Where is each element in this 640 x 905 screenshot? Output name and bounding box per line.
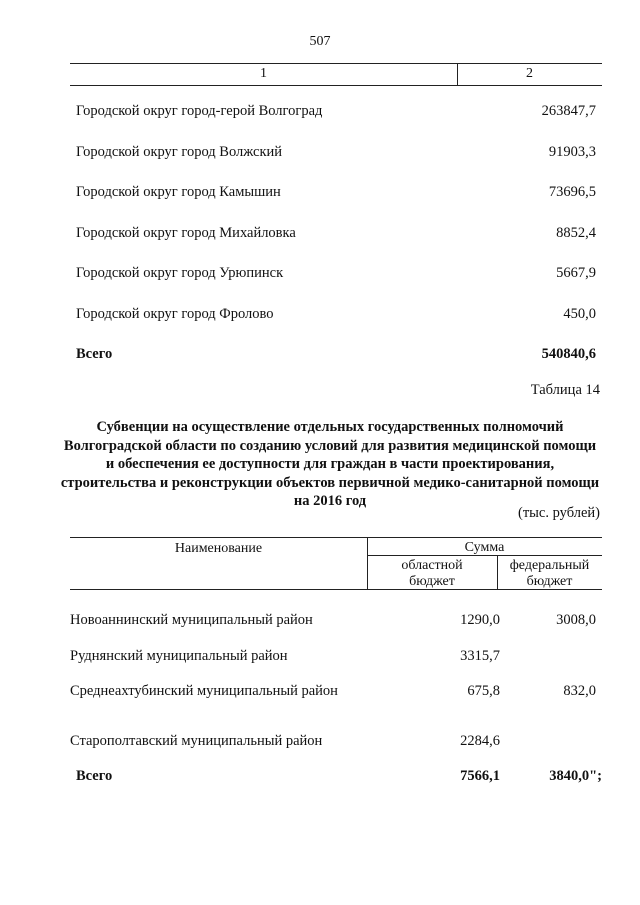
- total-label: Всего: [76, 346, 113, 362]
- row-name: Городской округ город-герой Волгоград: [76, 103, 323, 119]
- header-sum: Сумма: [464, 540, 505, 555]
- row-federal-value: 3008,0: [556, 612, 596, 628]
- row-value: 73696,5: [548, 184, 596, 200]
- row-value: 5667,9: [556, 265, 596, 281]
- table13-top-rule: [70, 63, 602, 64]
- row-name: Старополтавский муниципальный район: [70, 733, 323, 749]
- row-regional-value: 3315,7: [460, 648, 500, 664]
- row-federal-value: 832,0: [563, 683, 596, 699]
- row-value: 8852,4: [556, 225, 596, 241]
- table14-units: (тыс. рублей): [518, 505, 600, 521]
- row-name: Городской округ город Урюпинск: [76, 265, 284, 281]
- table14-title: Субвенции на осуществление отдельных государственных полномочий Волгоградской области по созданию условий для развития медицинской помощи и обеспечения ее доступности для граждан в части проектирования, строительства и реконструкции объектов первичной медико-санитарной помощи на 2016 год: [60, 419, 600, 509]
- header-regional-line2: бюджет: [409, 574, 455, 589]
- row-name: Городской округ город Фролово: [76, 306, 274, 322]
- row-value: 450,0: [563, 306, 596, 322]
- header-federal-line2: бюджет: [526, 574, 573, 589]
- table13-header-rule: [70, 85, 602, 86]
- table13-col-number-2: 2: [526, 66, 533, 81]
- row-name: Руднянский муниципальный район: [70, 648, 288, 664]
- table14-top-rule: [70, 537, 602, 538]
- total-regional-value: 7566,1: [460, 768, 500, 784]
- total-federal-value: 3840,0";: [549, 768, 602, 784]
- header-name: Наименование: [174, 541, 263, 556]
- row-value: 91903,3: [548, 144, 596, 160]
- row-name: Городской округ город Михайловка: [76, 225, 296, 241]
- row-name: Городской округ город Волжский: [76, 144, 283, 160]
- header-federal-line1: федеральный: [509, 558, 590, 573]
- page-number: 507: [309, 34, 331, 49]
- row-value: 263847,7: [541, 103, 596, 119]
- total-label: Всего: [76, 768, 113, 784]
- row-name: Городской округ город Камышин: [76, 184, 281, 200]
- table13-col-number-1: 1: [260, 66, 267, 81]
- row-name: Среднеахтубинский муниципальный район: [70, 683, 338, 699]
- row-name: Новоаннинский муниципальный район: [70, 612, 313, 628]
- row-regional-value: 2284,6: [460, 733, 500, 749]
- row-regional-value: 675,8: [467, 683, 500, 699]
- row-regional-value: 1290,0: [460, 612, 500, 628]
- header-regional-line1: областной: [401, 558, 463, 573]
- total-value: 540840,6: [541, 346, 596, 362]
- table14-label: Таблица 14: [530, 382, 600, 398]
